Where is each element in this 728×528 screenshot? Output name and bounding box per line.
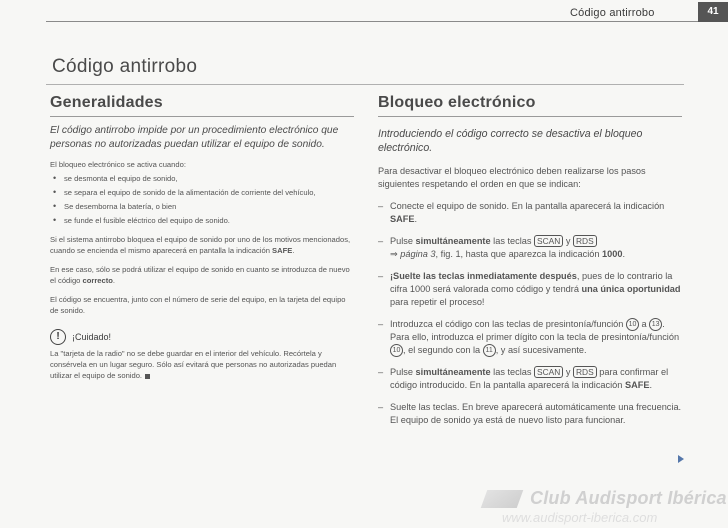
rds-key-icon: RDS xyxy=(573,366,597,378)
text-run: . xyxy=(622,249,626,259)
text-run: , y así sucesivamente. xyxy=(495,345,587,356)
warning-icon: ! xyxy=(50,329,66,345)
safe-label: SAFE xyxy=(390,214,415,224)
chapter-title: Código antirrobo xyxy=(52,56,198,77)
section-intro: Introduciendo el código correcto se desactiva el bloqueo electrónico. xyxy=(378,128,643,154)
watermark-title: Club Audisport Ibérica xyxy=(530,488,727,508)
text-run: , pues de lo contrario la cifra 1000 será valorada como código y tendrá xyxy=(390,271,673,294)
warning-title: ¡Cuidado! xyxy=(72,332,112,342)
text-run: Introduzca el código con las teclas de presintonía/función xyxy=(390,319,626,329)
step-item xyxy=(378,235,682,261)
text-run: En ese caso, sólo se podrá utilizar el equipo de sonido en cuanto se introduzca de nuevo el código xyxy=(50,265,350,285)
running-title: Código antirrobo xyxy=(570,7,655,19)
preset-key-10-icon: 10 xyxy=(390,344,403,357)
text-run: para repetir el proceso! xyxy=(390,297,485,307)
paragraph-correct-code xyxy=(50,264,354,286)
preset-key-10-icon: 10 xyxy=(626,318,639,331)
safe-label: SAFE xyxy=(624,380,650,391)
watermark xyxy=(478,486,728,528)
section-title-bloqueo: Bloqueo electrónico xyxy=(378,94,536,111)
scan-key-icon: SCAN xyxy=(534,366,563,378)
paragraph-code-card: El código se encuentra, junto con el número de serie del equipo, en la tarjeta del equipo de sonido. xyxy=(50,295,346,315)
warning-text xyxy=(50,348,354,381)
safe-label: SAFE xyxy=(272,246,293,255)
text-run: las teclas xyxy=(490,236,535,246)
text-run: Pulse xyxy=(390,367,416,378)
rds-key-icon: RDS xyxy=(573,235,597,247)
emphasis: simultáneamente xyxy=(415,236,491,246)
section-rule xyxy=(378,116,682,117)
list-item: • Se desemborna la batería, o bien xyxy=(50,201,354,212)
page-ref-text: página 3 xyxy=(400,249,436,259)
list-item: • se desmonta el equipo de sonido, xyxy=(50,173,354,184)
text-run: . xyxy=(112,276,116,285)
text-run: . xyxy=(292,246,295,255)
text-run: Conecte el equipo de sonido. En la pantalla aparecerá la indicación xyxy=(390,201,665,211)
arrow-icon: ⇒ xyxy=(390,249,401,259)
chapter-rule xyxy=(46,84,684,85)
left-column xyxy=(50,94,354,381)
step-item: – Suelte las teclas. En breve aparecerá automáticamente una frecuencia. El equipo de sonido ya está de nuevo listo para funcionar. xyxy=(378,401,682,427)
continue-arrow-icon xyxy=(678,455,684,463)
text-run: Pulse xyxy=(390,236,416,246)
preset-key-13-icon: 13 xyxy=(649,318,662,331)
list-item: • se funde el fusible eléctrico del equipo de sonido. xyxy=(50,215,354,226)
section-rule xyxy=(50,116,354,117)
emphasis: ¡Suelte las teclas inmediatamente después xyxy=(390,271,577,281)
text-run: y xyxy=(563,367,573,378)
text-run: las teclas xyxy=(490,367,535,378)
step-item xyxy=(378,366,682,392)
activation-lead: El bloqueo electrónico se activa cuando: xyxy=(50,160,186,169)
text-run: . Para ello, introduzca el primer dígito con la tecla de presintonía/función xyxy=(390,319,680,343)
text-run: Si el sistema antirrobo bloquea el equipo de sonido por uno de los motivos mencionados, cuando se encienda el mismo aparecerá en pantalla la indicación xyxy=(50,235,351,255)
steps-list xyxy=(378,200,682,427)
scan-key-icon: SCAN xyxy=(534,235,563,247)
steps-lead: Para desactivar el bloqueo electrónico deben realizarse los pasos siguientes respetando el orden en que se indican: xyxy=(378,166,646,189)
page-reference xyxy=(390,249,436,259)
text-run: , el segundo con la xyxy=(403,345,483,356)
warning-header xyxy=(50,329,354,345)
emphasis: una única oportunidad xyxy=(581,284,681,294)
paragraph-safe xyxy=(50,234,354,256)
text-run: . xyxy=(649,380,653,391)
activation-list xyxy=(50,173,354,226)
right-column xyxy=(378,94,682,427)
section-title-generalidades: Generalidades xyxy=(50,94,163,111)
step-item xyxy=(378,200,682,226)
page-number: 41 xyxy=(698,2,728,22)
step-item xyxy=(378,318,682,357)
watermark-logo-icon xyxy=(481,490,524,508)
text-run: a xyxy=(638,319,650,329)
preset-key-11-icon: 11 xyxy=(483,344,496,357)
section-intro: El código antirrobo impide por un procedimiento electrónico que personas no autorizadas puedan utilizar el equipo de sonido. xyxy=(50,125,339,150)
end-mark-icon xyxy=(145,374,150,379)
list-item: • se separa el equipo de sonido de la alimentación de corriente del vehículo, xyxy=(50,187,354,198)
code-value: 1000 xyxy=(602,249,623,259)
emphasis-correct: correcto xyxy=(82,276,113,285)
text-run: , fig. 1, hasta que aparezca la indicación xyxy=(435,249,603,259)
emphasis: simultáneamente xyxy=(415,367,491,378)
text-run: y xyxy=(563,236,573,246)
page-header xyxy=(0,0,728,24)
watermark-url: www.audisport-iberica.com xyxy=(502,510,658,525)
text-run: La "tarjeta de la radio" no se debe guardar en el interior del vehículo. Recórtela y consérvela en un lugar seguro. Sólo así evitará que personas no autorizadas puedan utilizar el equipo de sonido. xyxy=(50,349,337,380)
header-rule xyxy=(46,21,698,22)
text-run: . xyxy=(414,214,418,224)
step-item xyxy=(378,270,682,309)
text-run: para confirmar el código introducido. En la pantalla aparecerá la indicación xyxy=(390,367,669,391)
